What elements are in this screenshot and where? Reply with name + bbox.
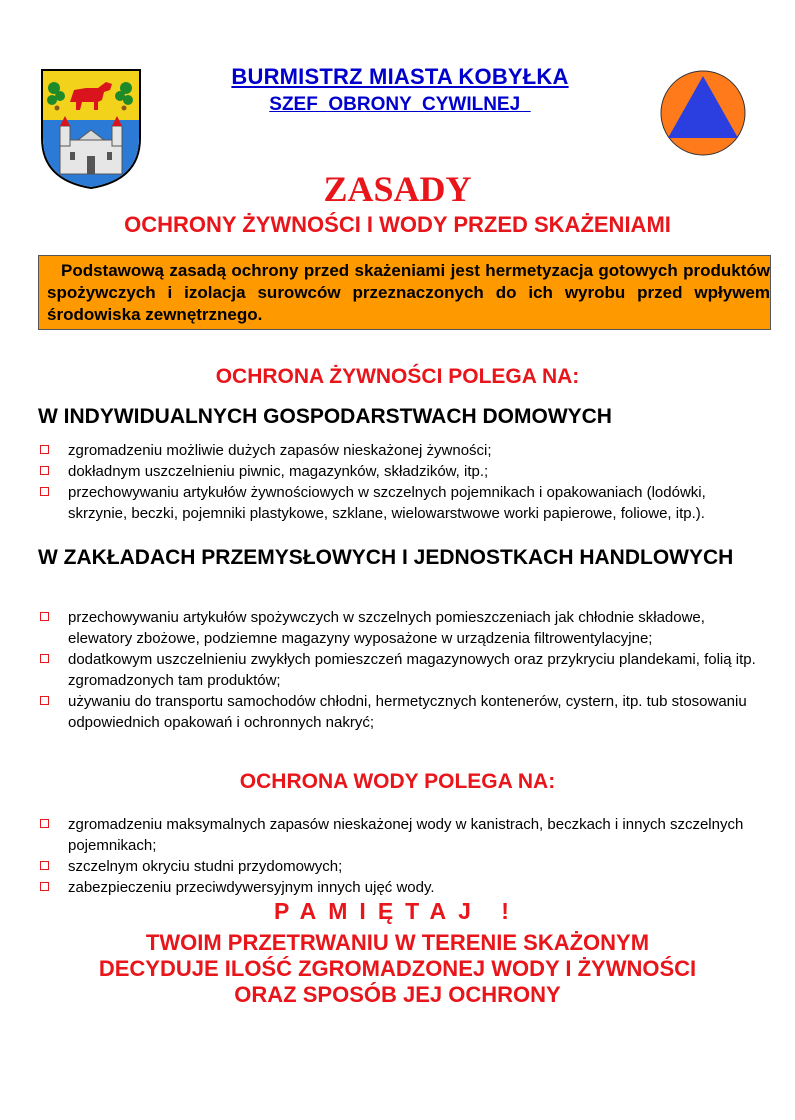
header-civil-defense-title: SZEF OBRONY CYWILNEJ [269,94,531,115]
households-list [38,440,758,524]
checkbox-bullet-icon [40,487,49,496]
list-item: przechowywaniu artykułów żywnościowych w szczelnych pojemnikach i opakowaniach (lodówki, skrzynie, beczki, pojemniki plastykowe, szklane, wielowarstwowe worki papierowe, foliowe, itp.). [38,482,758,524]
list-item: dokładnym uszczelnieniu piwnic, magazynków, składzików, itp.; [38,461,758,482]
reminder-heading: PAMIĘTAJ ! [274,898,521,924]
page-subtitle: OCHRONY ŻYWNOŚCI I WODY PRZED SKAŻENIAMI [124,212,671,237]
list-item: zgromadzeniu możliwie dużych zapasów nieskażonej żywności; [38,440,758,461]
checkbox-bullet-icon [40,445,49,454]
checkbox-bullet-icon [40,861,49,870]
list-item: przechowywaniu artykułów spożywczych w szczelnych pomieszczeniach jak chłodnie składowe, elewatory zbożowe, podziemne magazyny wyposażone w urządzenia filtrowentylacyjne; [38,607,758,649]
water-list [38,814,758,898]
list-item: dodatkowym uszczelnieniu zwykłych pomieszczeń magazynowych oraz przykryciu plandekami, folią itp. zgromadzonych tam produktów; [38,649,758,691]
checkbox-bullet-icon [40,882,49,891]
reminder-line-1: TWOIM PRZETRWANIU W TERENIE SKAŻONYM [145,930,650,955]
list-item: zabezpieczeniu przeciwdywersyjnym innych ujęć wody. [38,877,758,898]
industry-list [38,607,758,733]
food-section-heading: OCHRONA ŻYWNOŚCI POLEGA NA: [215,365,580,388]
intro-box [38,255,771,330]
reminder-line-2: DECYDUJE ILOŚĆ ZGROMADZONEJ WODY I ŻYWNOŚCI [98,956,697,981]
checkbox-bullet-icon [40,466,49,475]
checkbox-bullet-icon [40,819,49,828]
list-item: szczelnym okryciu studni przydomowych; [38,856,758,877]
civil-defense-emblem-icon [660,70,746,156]
water-section-heading: OCHRONA WODY POLEGA NA: [239,770,556,793]
list-item: zgromadzeniu maksymalnych zapasów nieskażonej wody w kanistrach, beczkach i innych szczelnych pojemnikach; [38,814,758,856]
reminder-line-3: ORAZ SPOSÓB JEJ OCHRONY [234,982,561,1007]
households-heading: W INDYWIDUALNYCH GOSPODARSTWACH DOMOWYCH [38,405,612,428]
page-title: ZASADY [323,169,472,209]
checkbox-bullet-icon [40,612,49,621]
checkbox-bullet-icon [40,654,49,663]
intro-text: Podstawową zasadą ochrony przed skażeniami jest hermetyzacja gotowych produktów spożywczych i izolacja surowców przeznaczonych do ich wyrobu przed wpływem środowiska zewnętrznego. [47,261,770,324]
list-item: używaniu do transportu samochodów chłodni, hermetycznych kontenerów, cystern, itp. tub stosowaniu odpowiednich opakowań i ochronnych nakryć; [38,691,758,733]
header-mayor-title: BURMISTRZ MIASTA KOBYŁKA [231,64,569,89]
industry-heading: W ZAKŁADACH PRZEMYSŁOWYCH I JEDNOSTKACH HANDLOWYCH [38,546,734,569]
checkbox-bullet-icon [40,696,49,705]
